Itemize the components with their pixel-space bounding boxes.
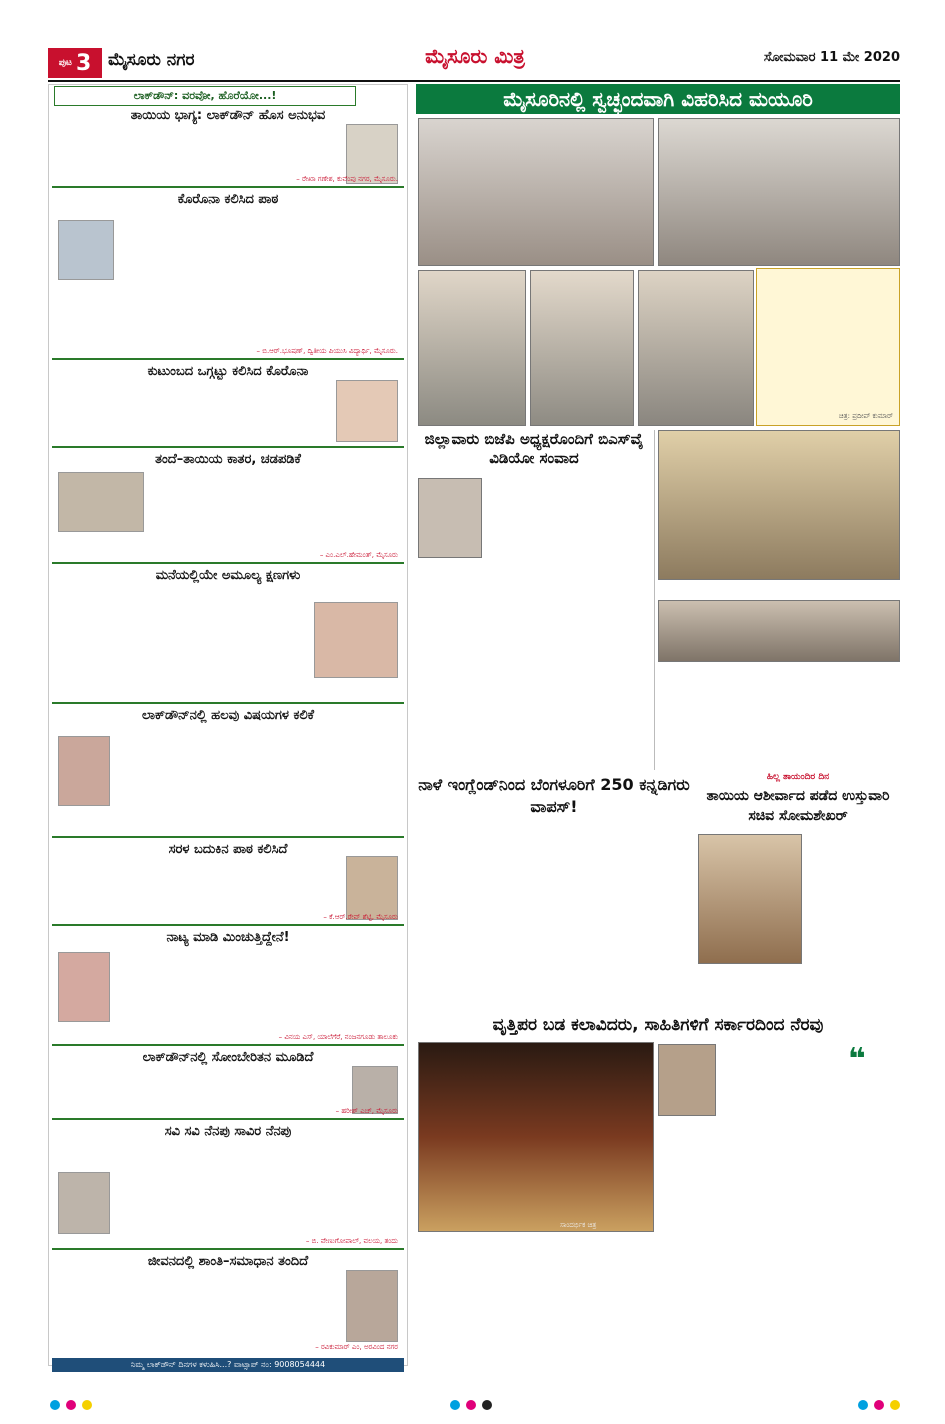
page-number-badge [48,48,102,78]
story-photo [314,602,398,678]
section-title: ಮೈಸೂರು ನಗರ [108,50,195,70]
story-photo [58,952,110,1022]
peacock-caption-box [756,268,900,426]
story-byline: – ವಿನಯ ಎಸ್, ಯಾಲೆಗೆರೆ, ನಂಜನಗೂಡು ತಾಲೂಕು [278,1033,398,1041]
registration-mark-icon [482,1400,492,1410]
minister-photo [698,834,802,964]
story-3 [52,362,404,448]
peacock-photo-5 [638,270,754,426]
header-rule [48,80,900,82]
minister-kicker: ಹಿಲ್ಲ ತಾಯಂದಿರ ದಿನ [766,772,830,782]
story-9 [52,1048,404,1120]
story-title: ಸವಿ ಸವಿ ನೆನಪು ಸಾವಿರ ನೆನಪು [164,1124,292,1139]
peacock-headline: ಮೈಸೂರಿನಲ್ಲಿ ಸ್ವಚ್ಛಂದವಾಗಿ ವಿಹರಿಸಿದ ಮಯೂರಿ [416,84,900,114]
story-11 [52,1252,404,1354]
page-number: 3 [75,50,92,76]
story-title: ತಾಯಿಯ ಭಾಗ್ಯ: ಲಾಕ್‌ಡೌನ್ ಹೊಸ ಅನುಭವ [130,108,326,123]
whatsapp-footer: ನಿಮ್ಮ ಲಾಕ್‌ಡೌನ್ ದಿನಗಳ ಕಳುಹಿಸಿ...? ವಾಟ್ಸಾಪ್ ನಂ: 9008054444 [52,1358,404,1372]
registration-mark-icon [466,1400,476,1410]
story-title: ತಂದೆ–ತಾಯಿಯ ಕಾತರ, ಚಡಪಡಿಕೆ [155,452,301,467]
story-photo [336,380,398,442]
story-byline: – ರವಿಕುಮಾರ್ ಎಂ, ಅರವಿಂದ ನಗರ [315,1343,398,1351]
story-byline: – ಎಂ.ಎಲ್.ಹೇಮಂತ್, ಮೈಸೂರು [319,551,398,559]
peacock-photo-3 [418,270,526,426]
peacock-photo-1 [418,118,654,266]
story-title: ಮನೆಯಲ್ಲಿಯೇ ಅಮೂಲ್ಯ ಕ್ಷಣಗಳು [155,568,301,583]
england-headline: ನಾಳೆ ಇಂಗ್ಲೆಂಡ್‌ನಿಂದ ಬೆಂಗಳೂರಿಗೆ 250 ಕನ್ನಡಿಗರು ವಾಪಸ್! [418,775,690,816]
story-title: ಸರಳ ಬದುಕಿನ ಪಾಠ ಕಲಿಸಿದೆ [168,842,288,857]
story-4 [52,450,404,564]
registration-mark-icon [874,1400,884,1410]
story-10 [52,1122,404,1250]
registration-mark-icon [858,1400,868,1410]
story-6 [52,706,404,838]
story-byline: – ರೇಖಾ ಗಣೇಶ, ಕುವೆಂಪು ನಗರ, ಮೈಸೂರು. [296,175,398,183]
story-photo [58,472,144,532]
story-photo [346,1270,398,1342]
theatre-photo [418,1042,654,1232]
minister-headline: ತಾಯಿಯ ಆಶೀರ್ವಾದ ಪಡೆದ ಉಸ್ತುವಾರಿ ಸಚಿವ ಸೋಮಶೇಖರ್ [706,788,890,824]
story-title: ಜೀವನದಲ್ಲಿ ಶಾಂತಿ–ಸಮಾಧಾನ ತಂದಿದೆ [147,1254,309,1269]
page-label: ಪುಟ [58,58,72,68]
story-photo [58,220,114,280]
story-1 [52,106,404,188]
story-byline: – ಹರೀಶ್ ಎಚ್, ಮೈಸೂರು [335,1107,398,1115]
story-byline: – ಬಿ.ಆರ್.ಭೂಷಣ್, ದ್ವಿತೀಯ ಪಿಯುಸಿ ವಿದ್ಯಾರ್ಥಿ, ಮೈಸೂರು. [256,347,398,355]
story-photo [58,736,110,806]
story-title: ಲಾಕ್‌ಡೌನ್‌ನಲ್ಲಿ ಹಲವು ವಿಷಯಗಳ ಕಲಿಕೆ [141,708,315,723]
bsy-headline: ಜಿಲ್ಲಾವಾರು ಬಿಜೆಪಿ ಅಧ್ಯಕ್ಷರೊಂದಿಗೆ ಬಿಎಸ್‌ವೈ ವಿಡಿಯೋ ಸಂವಾದ [424,430,644,467]
registration-mark-icon [450,1400,460,1410]
bsy-photo [418,478,482,558]
story-8 [52,928,404,1046]
story-byline: – ಕೆ.ಆರ್.ರೇವ್ ಶೆಟ್ಟಿ, ಮೈಸೂರು [323,913,398,921]
photo-credit: ಚಿತ್ರ: ಪ್ರದೀಪ್ ಕುಮಾರ್ [838,412,893,420]
quote-mark-icon: ❝ [848,1042,866,1077]
story-title: ನಾಟ್ಯ ಮಾಡಿ ಮಿಂಚುತ್ತಿದ್ದೇನೆ! [166,930,290,945]
story-photo [58,1172,110,1234]
peacock-photo-4 [530,270,634,426]
story-title: ಕುಟುಂಬದ ಒಗ್ಗಟ್ಟು ಕಲಿಸಿದ ಕೊರೊನಾ [147,364,309,379]
relief-photo [658,600,900,662]
culture-headline: ವೃತ್ತಿಪರ ಬಡ ಕಲಾವಿದರು, ಸಾಹಿತಿಗಳಿಗೆ ಸರ್ಕಾರದಿಂದ ನೆರವು [416,1012,900,1038]
registration-mark-icon [82,1400,92,1410]
garland-photo [658,430,900,580]
story-2 [52,190,404,360]
story-byline: – ಬಿ. ವೇಣುಗೋಪಾಲ್, ವಲಯ, ತಂದು [305,1237,398,1245]
lockdown-banner: ಲಾಕ್‌ಡೌನ್: ವರವೋ, ಹೊರೆಯೋ...! [54,86,356,106]
dateline: ಸೋಮವಾರ 11 ಮೇ 2020 [763,50,900,65]
peacock-photo-2 [658,118,900,266]
story-photo [346,856,398,920]
masthead-logo: ಮೈಸೂರು ಮಿತ್ರ [425,44,525,68]
registration-mark-icon [50,1400,60,1410]
story-title: ಕೊರೊನಾ ಕಲಿಸಿದ ಪಾಠ [177,192,279,207]
theatre-photo-credit: ಸಾಂದರ್ಭಿಕ ಚಿತ್ರ [560,1221,597,1229]
story-7 [52,840,404,926]
column-divider [654,430,655,770]
registration-mark-icon [66,1400,76,1410]
story-5 [52,566,404,704]
ct-ravi-photo [658,1044,716,1116]
registration-mark-icon [890,1400,900,1410]
story-title: ಲಾಕ್‌ಡೌನ್‌ನಲ್ಲಿ ಸೋಂಬೇರಿತನ ಮೂಡಿದೆ [142,1050,314,1065]
